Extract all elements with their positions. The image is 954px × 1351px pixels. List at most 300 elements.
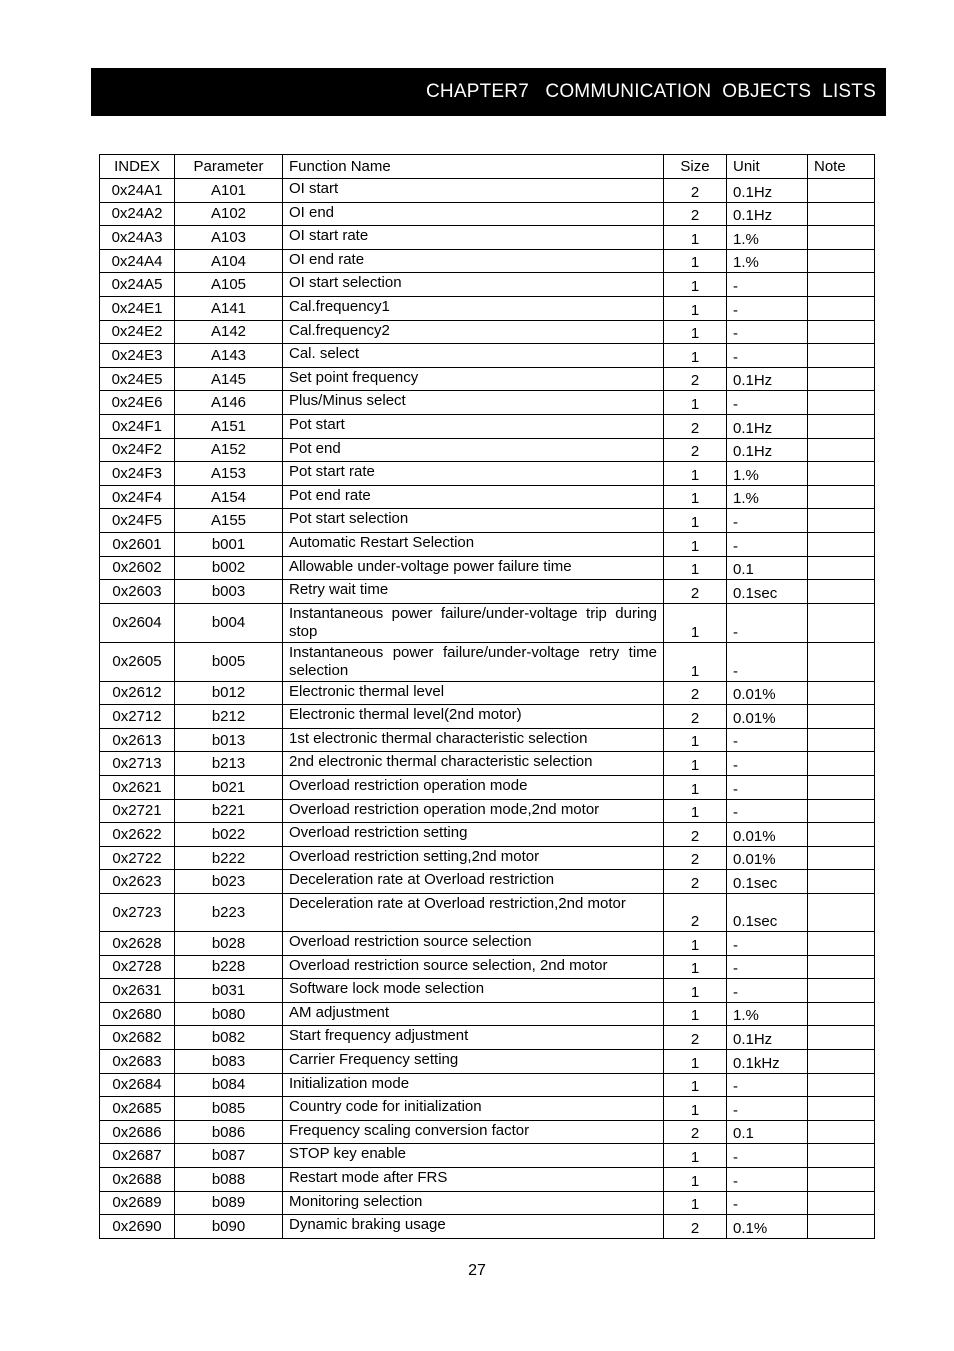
cell-unit: - (727, 1167, 808, 1191)
communication-objects-table-wrap (99, 154, 874, 1239)
cell-index: 0x2713 (100, 752, 175, 776)
cell-index: 0x2602 (100, 556, 175, 580)
cell-note (808, 894, 875, 932)
cell-function-name: AM adjustment (283, 1002, 664, 1026)
table-row (100, 603, 875, 642)
cell-parameter: b089 (175, 1191, 283, 1215)
cell-function-name: Initialization mode (283, 1073, 664, 1097)
page-number: 27 (468, 1262, 486, 1279)
cell-note (808, 273, 875, 297)
cell-parameter: A104 (175, 249, 283, 273)
cell-parameter: A143 (175, 344, 283, 368)
cell-size: 1 (664, 603, 727, 642)
cell-unit: 0.1% (727, 1215, 808, 1239)
table-row (100, 979, 875, 1003)
cell-parameter: b086 (175, 1120, 283, 1144)
cell-index: 0x2628 (100, 932, 175, 956)
cell-note (808, 1144, 875, 1168)
cell-note (808, 580, 875, 604)
cell-note (808, 462, 875, 486)
cell-unit: 1.% (727, 249, 808, 273)
cell-parameter: b088 (175, 1167, 283, 1191)
cell-size: 2 (664, 681, 727, 705)
cell-note (808, 532, 875, 556)
cell-unit: 1.% (727, 226, 808, 250)
cell-index: 0x2680 (100, 1002, 175, 1026)
cell-unit: 0.01% (727, 705, 808, 729)
cell-function-name: Start frequency adjustment (283, 1026, 664, 1050)
cell-parameter: A155 (175, 509, 283, 533)
table-row (100, 462, 875, 486)
cell-index: 0x2721 (100, 799, 175, 823)
communication-objects-table (99, 154, 875, 1239)
cell-note (808, 1002, 875, 1026)
cell-size: 2 (664, 705, 727, 729)
cell-note (808, 414, 875, 438)
cell-size: 1 (664, 728, 727, 752)
cell-index: 0x24F4 (100, 485, 175, 509)
cell-index: 0x24A4 (100, 249, 175, 273)
cell-parameter: b003 (175, 580, 283, 604)
column-header-note: Note (808, 155, 875, 179)
column-header-parameter: Parameter (175, 155, 283, 179)
cell-unit: - (727, 296, 808, 320)
table-row (100, 296, 875, 320)
cell-parameter: A103 (175, 226, 283, 250)
cell-function-name: OI start (283, 179, 664, 203)
table-row (100, 556, 875, 580)
cell-size: 2 (664, 1215, 727, 1239)
cell-index: 0x2712 (100, 705, 175, 729)
cell-function-name: OI start rate (283, 226, 664, 250)
cell-unit: 1.% (727, 462, 808, 486)
cell-unit: - (727, 955, 808, 979)
cell-function-name: Carrier Frequency setting (283, 1050, 664, 1074)
cell-note (808, 509, 875, 533)
cell-function-name: STOP key enable (283, 1144, 664, 1168)
cell-size: 1 (664, 249, 727, 273)
cell-index: 0x2604 (100, 603, 175, 642)
cell-size: 2 (664, 894, 727, 932)
cell-size: 1 (664, 1002, 727, 1026)
cell-index: 0x2613 (100, 728, 175, 752)
cell-function-name: Deceleration rate at Overload restriction,2nd motor (283, 894, 664, 932)
cell-note (808, 438, 875, 462)
cell-unit: - (727, 1191, 808, 1215)
cell-unit: 1.% (727, 1002, 808, 1026)
table-row (100, 1073, 875, 1097)
cell-function-name: Pot start (283, 414, 664, 438)
cell-unit: - (727, 728, 808, 752)
cell-size: 2 (664, 846, 727, 870)
cell-parameter: b212 (175, 705, 283, 729)
cell-size: 1 (664, 932, 727, 956)
cell-size: 1 (664, 296, 727, 320)
cell-index: 0x24F3 (100, 462, 175, 486)
cell-unit: 0.1sec (727, 894, 808, 932)
cell-size: 1 (664, 556, 727, 580)
cell-index: 0x2723 (100, 894, 175, 932)
table-row (100, 932, 875, 956)
cell-note (808, 705, 875, 729)
table-row (100, 509, 875, 533)
table-row (100, 1002, 875, 1026)
cell-unit: - (727, 752, 808, 776)
table-row (100, 752, 875, 776)
cell-index: 0x2686 (100, 1120, 175, 1144)
cell-size: 2 (664, 1026, 727, 1050)
cell-size: 1 (664, 273, 727, 297)
cell-function-name: Software lock mode selection (283, 979, 664, 1003)
cell-parameter: b002 (175, 556, 283, 580)
table-row (100, 580, 875, 604)
cell-unit: - (727, 1144, 808, 1168)
cell-function-name: Instantaneous power failure/under-voltage trip during stop (283, 603, 664, 642)
cell-size: 1 (664, 776, 727, 800)
cell-parameter: A102 (175, 202, 283, 226)
cell-note (808, 249, 875, 273)
cell-note (808, 485, 875, 509)
table-row (100, 1097, 875, 1121)
cell-size: 1 (664, 1144, 727, 1168)
cell-note (808, 603, 875, 642)
cell-note (808, 1026, 875, 1050)
cell-note (808, 226, 875, 250)
cell-index: 0x2682 (100, 1026, 175, 1050)
cell-unit: - (727, 642, 808, 681)
cell-unit: 0.1Hz (727, 367, 808, 391)
cell-index: 0x24E6 (100, 391, 175, 415)
cell-note (808, 320, 875, 344)
cell-unit: - (727, 776, 808, 800)
cell-size: 1 (664, 955, 727, 979)
cell-function-name: Electronic thermal level(2nd motor) (283, 705, 664, 729)
cell-index: 0x2689 (100, 1191, 175, 1215)
cell-function-name: Overload restriction source selection (283, 932, 664, 956)
cell-index: 0x2690 (100, 1215, 175, 1239)
cell-parameter: b221 (175, 799, 283, 823)
cell-function-name: Overload restriction source selection, 2nd motor (283, 955, 664, 979)
table-row (100, 202, 875, 226)
cell-note (808, 752, 875, 776)
cell-size: 2 (664, 367, 727, 391)
cell-parameter: A141 (175, 296, 283, 320)
table-row (100, 1144, 875, 1168)
table-row (100, 799, 875, 823)
cell-note (808, 799, 875, 823)
cell-parameter: A105 (175, 273, 283, 297)
table-row (100, 226, 875, 250)
table-row (100, 532, 875, 556)
cell-unit: 0.1Hz (727, 202, 808, 226)
cell-parameter: A145 (175, 367, 283, 391)
table-row (100, 681, 875, 705)
cell-unit: - (727, 320, 808, 344)
cell-index: 0x24E1 (100, 296, 175, 320)
column-header-size: Size (664, 155, 727, 179)
cell-parameter: b228 (175, 955, 283, 979)
cell-size: 2 (664, 1120, 727, 1144)
cell-unit: 0.1Hz (727, 414, 808, 438)
cell-parameter: b082 (175, 1026, 283, 1050)
cell-note (808, 391, 875, 415)
cell-index: 0x24E2 (100, 320, 175, 344)
cell-size: 1 (664, 391, 727, 415)
cell-index: 0x24E3 (100, 344, 175, 368)
cell-note (808, 296, 875, 320)
cell-unit: 0.01% (727, 681, 808, 705)
table-row (100, 1120, 875, 1144)
cell-size: 2 (664, 823, 727, 847)
chapter-title: CHAPTER7 COMMUNICATION OBJECTS LISTS (426, 81, 876, 102)
table-row (100, 438, 875, 462)
cell-unit: 0.1sec (727, 580, 808, 604)
cell-function-name: Cal.frequency2 (283, 320, 664, 344)
cell-function-name: Overload restriction setting,2nd motor (283, 846, 664, 870)
cell-function-name: Automatic Restart Selection (283, 532, 664, 556)
cell-index: 0x24A3 (100, 226, 175, 250)
cell-parameter: b004 (175, 603, 283, 642)
cell-parameter: b022 (175, 823, 283, 847)
cell-function-name: Cal. select (283, 344, 664, 368)
cell-unit: 0.1kHz (727, 1050, 808, 1074)
cell-size: 1 (664, 799, 727, 823)
cell-note (808, 681, 875, 705)
cell-parameter: b084 (175, 1073, 283, 1097)
cell-parameter: b222 (175, 846, 283, 870)
cell-index: 0x2683 (100, 1050, 175, 1074)
column-header-function-name: Function Name (283, 155, 664, 179)
cell-index: 0x24A2 (100, 202, 175, 226)
cell-index: 0x2623 (100, 870, 175, 894)
cell-parameter: b005 (175, 642, 283, 681)
cell-unit: 0.01% (727, 823, 808, 847)
cell-size: 2 (664, 202, 727, 226)
cell-function-name: Pot end rate (283, 485, 664, 509)
cell-unit: - (727, 979, 808, 1003)
table-row (100, 414, 875, 438)
table-row (100, 367, 875, 391)
cell-unit: - (727, 273, 808, 297)
cell-function-name: Overload restriction operation mode (283, 776, 664, 800)
cell-parameter: A142 (175, 320, 283, 344)
cell-note (808, 1097, 875, 1121)
cell-note (808, 1050, 875, 1074)
cell-size: 2 (664, 580, 727, 604)
cell-note (808, 728, 875, 752)
cell-unit: - (727, 509, 808, 533)
cell-parameter: b013 (175, 728, 283, 752)
cell-parameter: b083 (175, 1050, 283, 1074)
cell-unit: 0.1 (727, 556, 808, 580)
cell-note (808, 202, 875, 226)
table-body (100, 179, 875, 1239)
cell-parameter: b223 (175, 894, 283, 932)
cell-function-name: Electronic thermal level (283, 681, 664, 705)
cell-index: 0x2621 (100, 776, 175, 800)
table-row (100, 273, 875, 297)
cell-size: 1 (664, 1097, 727, 1121)
table-row (100, 846, 875, 870)
cell-function-name: Instantaneous power failure/under-voltage retry time selection (283, 642, 664, 681)
cell-index: 0x24F1 (100, 414, 175, 438)
cell-index: 0x2685 (100, 1097, 175, 1121)
cell-parameter: b031 (175, 979, 283, 1003)
cell-unit: - (727, 799, 808, 823)
table-row (100, 320, 875, 344)
cell-size: 1 (664, 462, 727, 486)
cell-function-name: Dynamic braking usage (283, 1215, 664, 1239)
cell-size: 1 (664, 752, 727, 776)
column-header-unit: Unit (727, 155, 808, 179)
cell-function-name: Pot start rate (283, 462, 664, 486)
cell-size: 1 (664, 320, 727, 344)
cell-parameter: A146 (175, 391, 283, 415)
cell-function-name: 2nd electronic thermal characteristic selection (283, 752, 664, 776)
cell-note (808, 955, 875, 979)
cell-unit: 0.1Hz (727, 438, 808, 462)
cell-unit: - (727, 344, 808, 368)
cell-note (808, 367, 875, 391)
cell-note (808, 823, 875, 847)
cell-function-name: Deceleration rate at Overload restriction (283, 870, 664, 894)
cell-parameter: A151 (175, 414, 283, 438)
table-row (100, 485, 875, 509)
cell-index: 0x2622 (100, 823, 175, 847)
chapter-header-bar (91, 68, 886, 116)
table-row (100, 823, 875, 847)
cell-index: 0x24F5 (100, 509, 175, 533)
cell-size: 1 (664, 485, 727, 509)
cell-parameter: b001 (175, 532, 283, 556)
cell-index: 0x2601 (100, 532, 175, 556)
cell-index: 0x24E5 (100, 367, 175, 391)
table-row (100, 870, 875, 894)
cell-index: 0x24A1 (100, 179, 175, 203)
cell-function-name: Set point frequency (283, 367, 664, 391)
cell-unit: - (727, 532, 808, 556)
cell-size: 1 (664, 1050, 727, 1074)
cell-unit: - (727, 1097, 808, 1121)
cell-unit: 1.% (727, 485, 808, 509)
cell-note (808, 1073, 875, 1097)
cell-function-name: OI start selection (283, 273, 664, 297)
table-row (100, 705, 875, 729)
cell-parameter: A153 (175, 462, 283, 486)
cell-function-name: Monitoring selection (283, 1191, 664, 1215)
table-row (100, 1050, 875, 1074)
table-row (100, 894, 875, 932)
table-row (100, 1215, 875, 1239)
table-row (100, 249, 875, 273)
cell-note (808, 979, 875, 1003)
cell-function-name: 1st electronic thermal characteristic selection (283, 728, 664, 752)
table-row (100, 955, 875, 979)
cell-note (808, 1120, 875, 1144)
cell-parameter: b087 (175, 1144, 283, 1168)
cell-note (808, 179, 875, 203)
table-row (100, 391, 875, 415)
cell-note (808, 344, 875, 368)
cell-function-name: Country code for initialization (283, 1097, 664, 1121)
cell-parameter: A154 (175, 485, 283, 509)
table-row (100, 1167, 875, 1191)
cell-note (808, 932, 875, 956)
table-row (100, 776, 875, 800)
cell-unit: 0.1sec (727, 870, 808, 894)
table-row (100, 179, 875, 203)
cell-parameter: b023 (175, 870, 283, 894)
cell-parameter: b012 (175, 681, 283, 705)
cell-index: 0x2605 (100, 642, 175, 681)
cell-size: 1 (664, 1191, 727, 1215)
cell-index: 0x2722 (100, 846, 175, 870)
table-row (100, 1191, 875, 1215)
cell-index: 0x2684 (100, 1073, 175, 1097)
cell-index: 0x2687 (100, 1144, 175, 1168)
cell-size: 2 (664, 179, 727, 203)
cell-index: 0x24F2 (100, 438, 175, 462)
cell-size: 2 (664, 414, 727, 438)
cell-parameter: b090 (175, 1215, 283, 1239)
cell-unit: - (727, 1073, 808, 1097)
cell-note (808, 1167, 875, 1191)
cell-note (808, 1215, 875, 1239)
cell-size: 1 (664, 344, 727, 368)
cell-note (808, 1191, 875, 1215)
cell-size: 1 (664, 979, 727, 1003)
cell-parameter: A101 (175, 179, 283, 203)
cell-index: 0x2728 (100, 955, 175, 979)
cell-function-name: Allowable under-voltage power failure time (283, 556, 664, 580)
cell-size: 1 (664, 1167, 727, 1191)
cell-index: 0x2631 (100, 979, 175, 1003)
cell-size: 1 (664, 532, 727, 556)
cell-note (808, 870, 875, 894)
cell-note (808, 642, 875, 681)
cell-index: 0x2612 (100, 681, 175, 705)
cell-function-name: OI end (283, 202, 664, 226)
table-row (100, 642, 875, 681)
cell-index: 0x24A5 (100, 273, 175, 297)
cell-unit: 0.01% (727, 846, 808, 870)
cell-note (808, 776, 875, 800)
table-row (100, 728, 875, 752)
cell-size: 1 (664, 509, 727, 533)
cell-size: 2 (664, 870, 727, 894)
cell-function-name: Plus/Minus select (283, 391, 664, 415)
cell-size: 1 (664, 1073, 727, 1097)
cell-index: 0x2603 (100, 580, 175, 604)
cell-parameter: b028 (175, 932, 283, 956)
cell-function-name: Overload restriction operation mode,2nd motor (283, 799, 664, 823)
cell-index: 0x2688 (100, 1167, 175, 1191)
cell-size: 1 (664, 226, 727, 250)
cell-function-name: Frequency scaling conversion factor (283, 1120, 664, 1144)
column-header-index: INDEX (100, 155, 175, 179)
cell-note (808, 556, 875, 580)
cell-size: 1 (664, 642, 727, 681)
cell-function-name: Overload restriction setting (283, 823, 664, 847)
cell-size: 2 (664, 438, 727, 462)
cell-unit: - (727, 603, 808, 642)
cell-function-name: Cal.frequency1 (283, 296, 664, 320)
cell-unit: - (727, 932, 808, 956)
cell-parameter: A152 (175, 438, 283, 462)
cell-parameter: b021 (175, 776, 283, 800)
cell-function-name: OI end rate (283, 249, 664, 273)
cell-parameter: b085 (175, 1097, 283, 1121)
